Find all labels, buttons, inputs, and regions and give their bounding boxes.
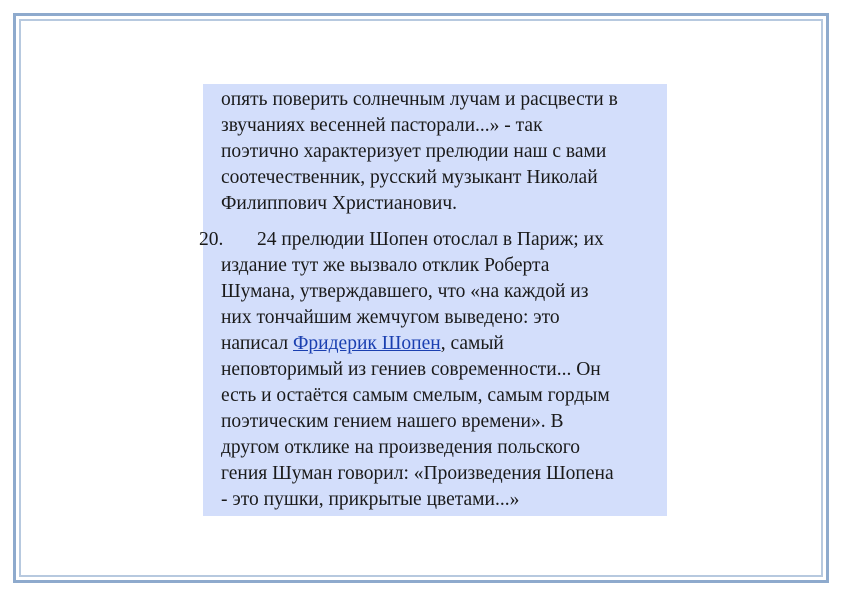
text-line: звучаниях весенней пасторали...» - так — [221, 115, 543, 136]
text-line: издание тут же вызвало отклик Роберта — [221, 255, 550, 276]
text-line-first — [221, 227, 614, 253]
text-line-first-content: 24 прелюдии Шопен отослал в Париж; их — [257, 229, 604, 250]
text-line: Шумана, утверждавшего, что «на каждой из — [221, 281, 589, 302]
paragraph-number: 20. — [199, 229, 224, 250]
text-line: неповторимый из гениев современности... Он — [221, 359, 601, 380]
text-fragment: , самый — [440, 333, 504, 354]
text-line: соотечественник, русский музыкант Николай — [221, 167, 598, 188]
text-line: опять поверить солнечным лучам и расцвести в — [221, 89, 618, 110]
text-line: них тончайшим жемчугом выведено: это — [221, 307, 560, 328]
text-line: есть и остаётся самым смелым, самым гордым — [221, 385, 610, 406]
text-line: другом отклике на произведения польского — [221, 437, 580, 458]
paragraph-1 — [221, 87, 618, 217]
text-line: Филиппович Христианович. — [221, 193, 457, 214]
text-line: гения Шуман говорил: «Произведения Шопена — [221, 463, 614, 484]
text-fragment: написал — [221, 333, 294, 354]
paragraph-2 — [221, 227, 614, 513]
chopin-link[interactable]: Фридерик Шопен — [293, 333, 441, 354]
text-line-with-link — [221, 331, 614, 357]
text-line: поэтично характеризует прелюдии наш с вами — [221, 141, 607, 162]
text-line: - это пушки, прикрытые цветами...» — [221, 489, 520, 510]
text-line: поэтическим гением нашего времени». В — [221, 411, 564, 432]
